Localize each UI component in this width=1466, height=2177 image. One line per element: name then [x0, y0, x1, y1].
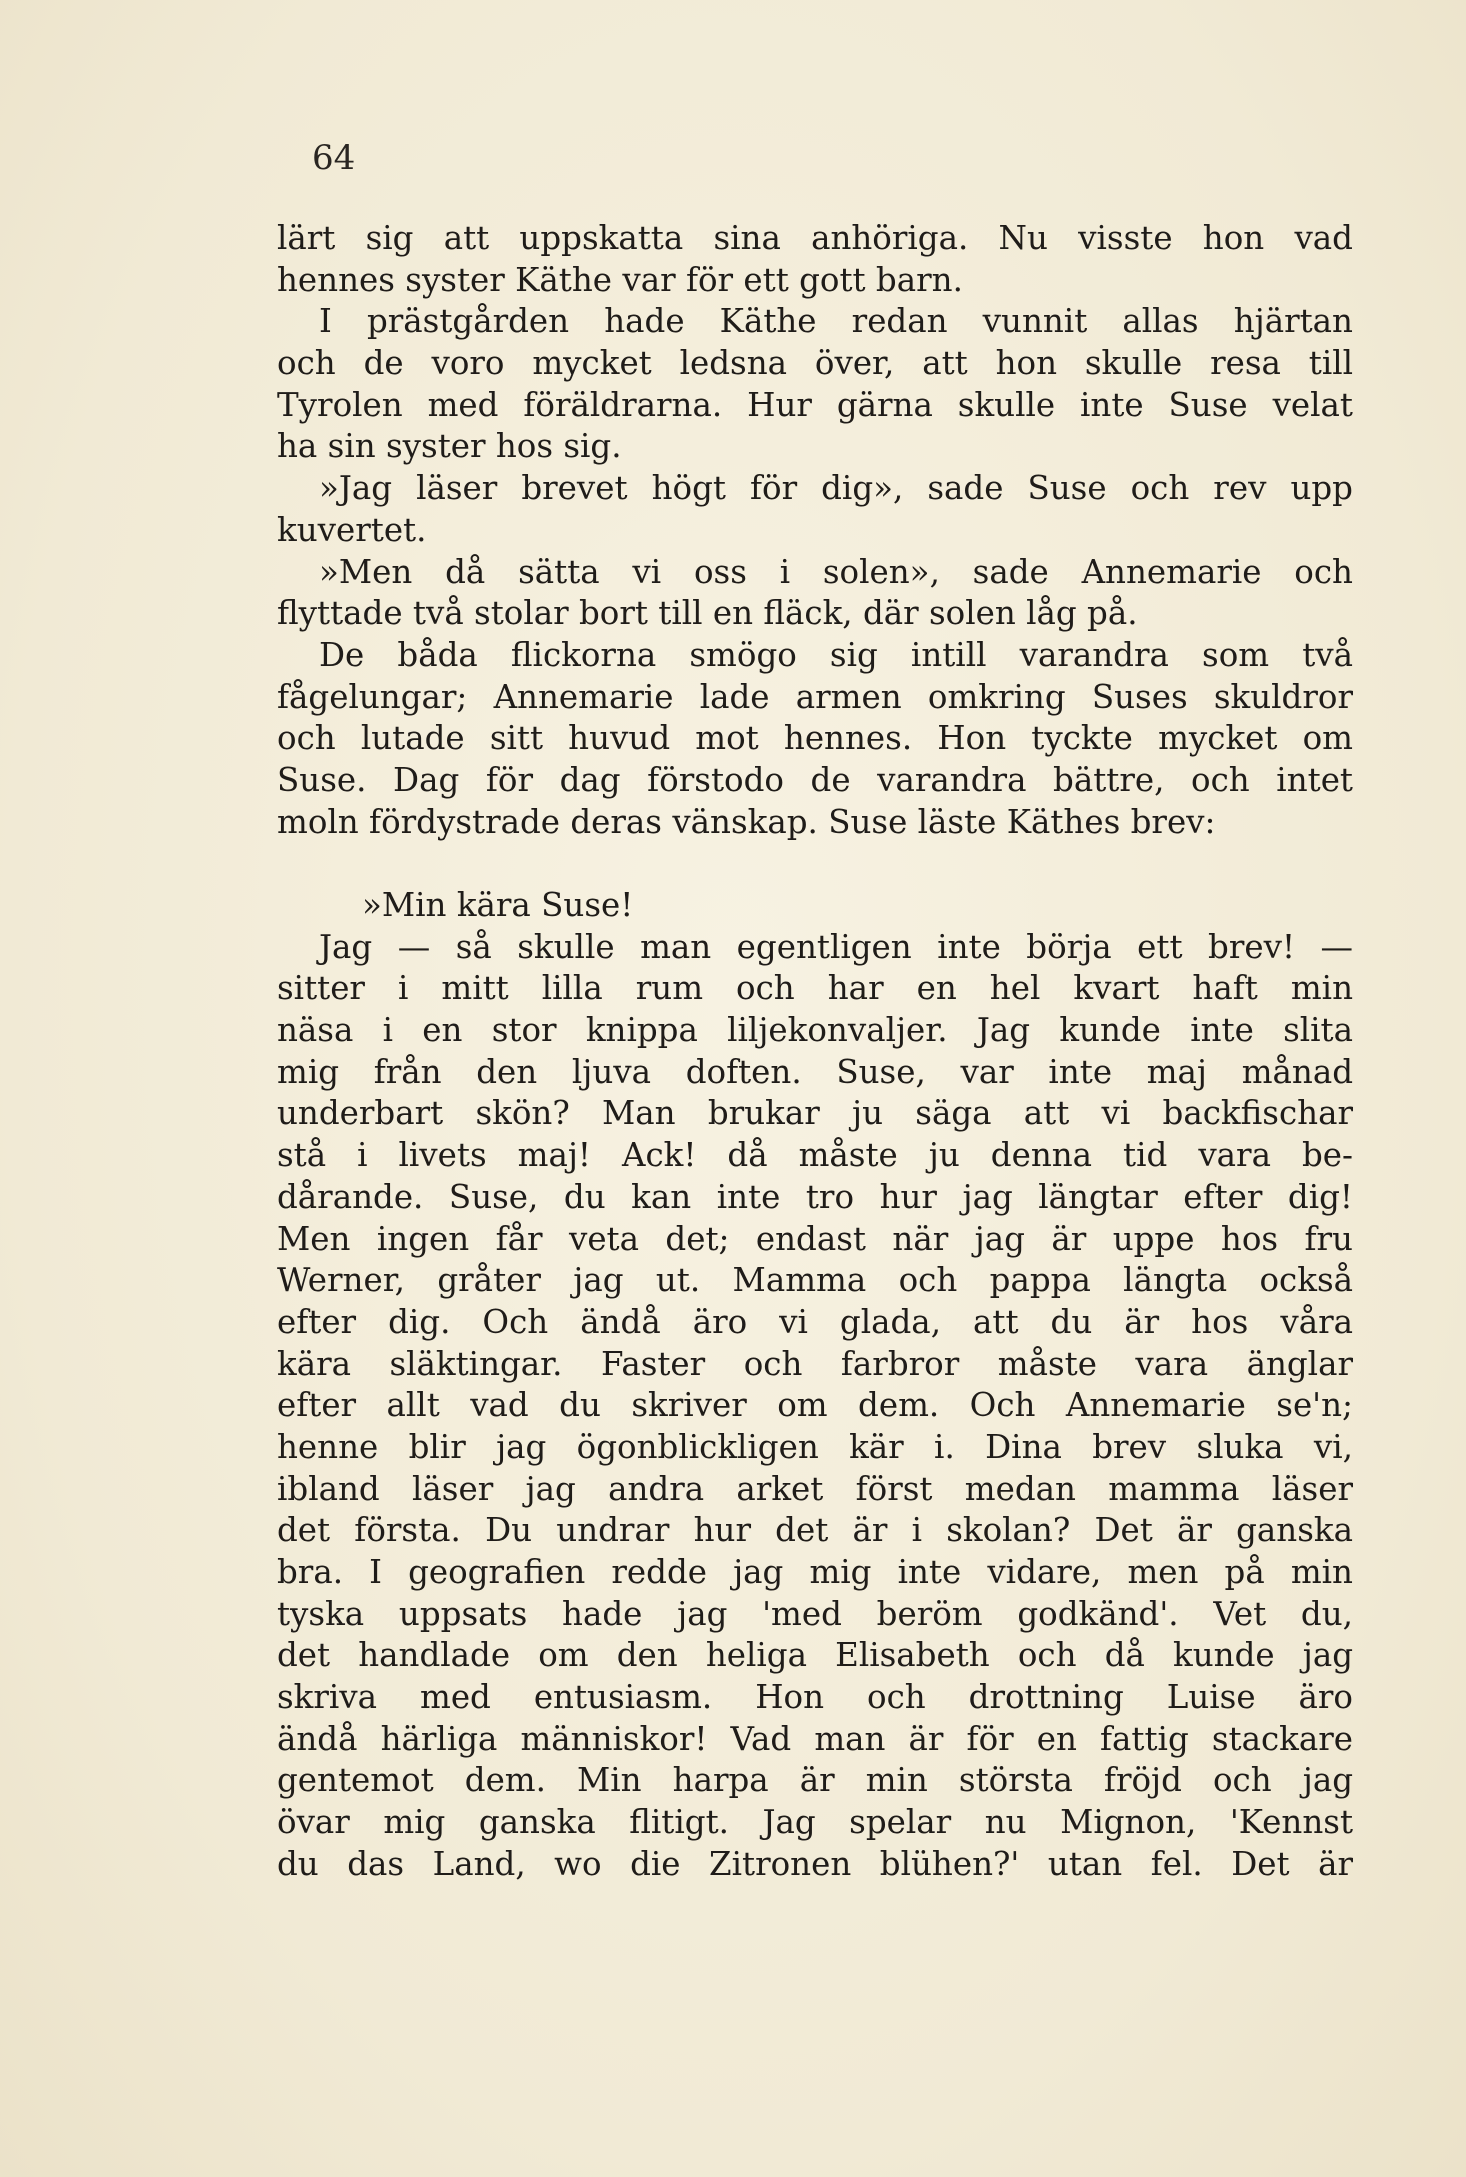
text-line: Suse. Dag för dag förstodo de varandra bättre, och intet [277, 760, 1353, 799]
letter-line: ändå härliga människor! Vad man är för en fattig stackare [277, 1719, 1353, 1758]
letter-line: henne blir jag ögonblickligen kär i. Dina brev sluka vi, [277, 1427, 1353, 1466]
letter-line: bra. I geografien redde jag mig inte vidare, men på min [277, 1553, 1353, 1591]
text-line: fågelungar; Annemarie lade armen omkring Suses skuldror [277, 677, 1353, 716]
letter-line: ibland läser jag andra arket först medan mamma läser [277, 1469, 1353, 1508]
page-number: 64 [312, 138, 356, 178]
text-line: flyttade två stolar bort till en fläck, där solen låg på. [277, 594, 1138, 633]
letter-line: det första. Du undrar hur det är i skolan? Det är ganska [277, 1511, 1353, 1550]
body-text [277, 218, 1353, 1886]
letter-line: efter dig. Och ändå äro vi glada, att du är hos våra [277, 1302, 1353, 1341]
text-line: ha sin syster hos sig. [277, 427, 622, 466]
text-line: och de voro mycket ledsna över, att hon skulle resa till [277, 344, 1353, 383]
text-line: I prästgården hade Käthe redan vunnit allas hjärtan [319, 302, 1353, 341]
letter-line: Men ingen får veta det; endast när jag är uppe hos fru [277, 1219, 1353, 1258]
text-line: hennes syster Käthe var för ett gott barn. [277, 260, 963, 299]
letter-salutation: »Min kära Suse! [362, 886, 634, 924]
letter-line: efter allt vad du skriver om dem. Och Annemarie se'n; [277, 1386, 1353, 1425]
letter-line: stå i livets maj! Ack! då måste ju denna tid vara be- [277, 1136, 1353, 1175]
letter-line: Jag — så skulle man egentligen inte börja ett brev! — [319, 927, 1353, 966]
text-line: »Jag läser brevet högt för dig», sade Suse och rev upp [319, 469, 1353, 508]
letter-line: tyska uppsats hade jag 'med beröm godkänd'. Vet du, [277, 1594, 1353, 1633]
text-line: lärt sig att uppskatta sina anhöriga. Nu visste hon vad [277, 219, 1353, 257]
text-line: kuvertet. [277, 510, 427, 549]
letter-line: du das Land, wo die Zitronen blühen?' utan fel. Det är [277, 1844, 1353, 1883]
text-line: och lutade sitt huvud mot hennes. Hon tyckte mycket om [277, 719, 1353, 758]
letter-line: övar mig ganska flitigt. Jag spelar nu Mignon, 'Kennst [277, 1803, 1353, 1842]
letter-line: näsa i en stor knippa liljekonvaljer. Jag kunde inte slita [277, 1011, 1353, 1050]
text-line: »Men då sätta vi oss i solen», sade Annemarie och [319, 552, 1353, 591]
letter-line: det handlade om den heliga Elisabeth och då kunde jag [277, 1636, 1353, 1675]
letter-line: Werner, gråter jag ut. Mamma och pappa längta också [277, 1261, 1353, 1300]
letter-line: kära släktingar. Faster och farbror måste vara änglar [277, 1344, 1353, 1383]
letter-line: sitter i mitt lilla rum och har en hel kvart haft min [277, 969, 1353, 1008]
paragraph-gap [277, 843, 1353, 885]
text-line: De båda flickorna smögo sig intill varandra som två [319, 635, 1353, 674]
letter-line: dårande. Suse, du kan inte tro hur jag längtar efter dig! [277, 1177, 1353, 1216]
text-line: moln fördystrade deras vänskap. Suse läste Käthes brev: [277, 802, 1216, 841]
letter-line: gentemot dem. Min harpa är min största fröjd och jag [277, 1761, 1353, 1800]
letter-line: skriva med entusiasm. Hon och drottning Luise äro [277, 1678, 1353, 1717]
text-line: Tyrolen med föräldrarna. Hur gärna skulle inte Suse velat [277, 385, 1353, 424]
letter-line: underbart skön? Man brukar ju säga att vi backfischar [277, 1094, 1353, 1133]
letter-line: mig från den ljuva doften. Suse, var inte maj månad [277, 1052, 1353, 1091]
